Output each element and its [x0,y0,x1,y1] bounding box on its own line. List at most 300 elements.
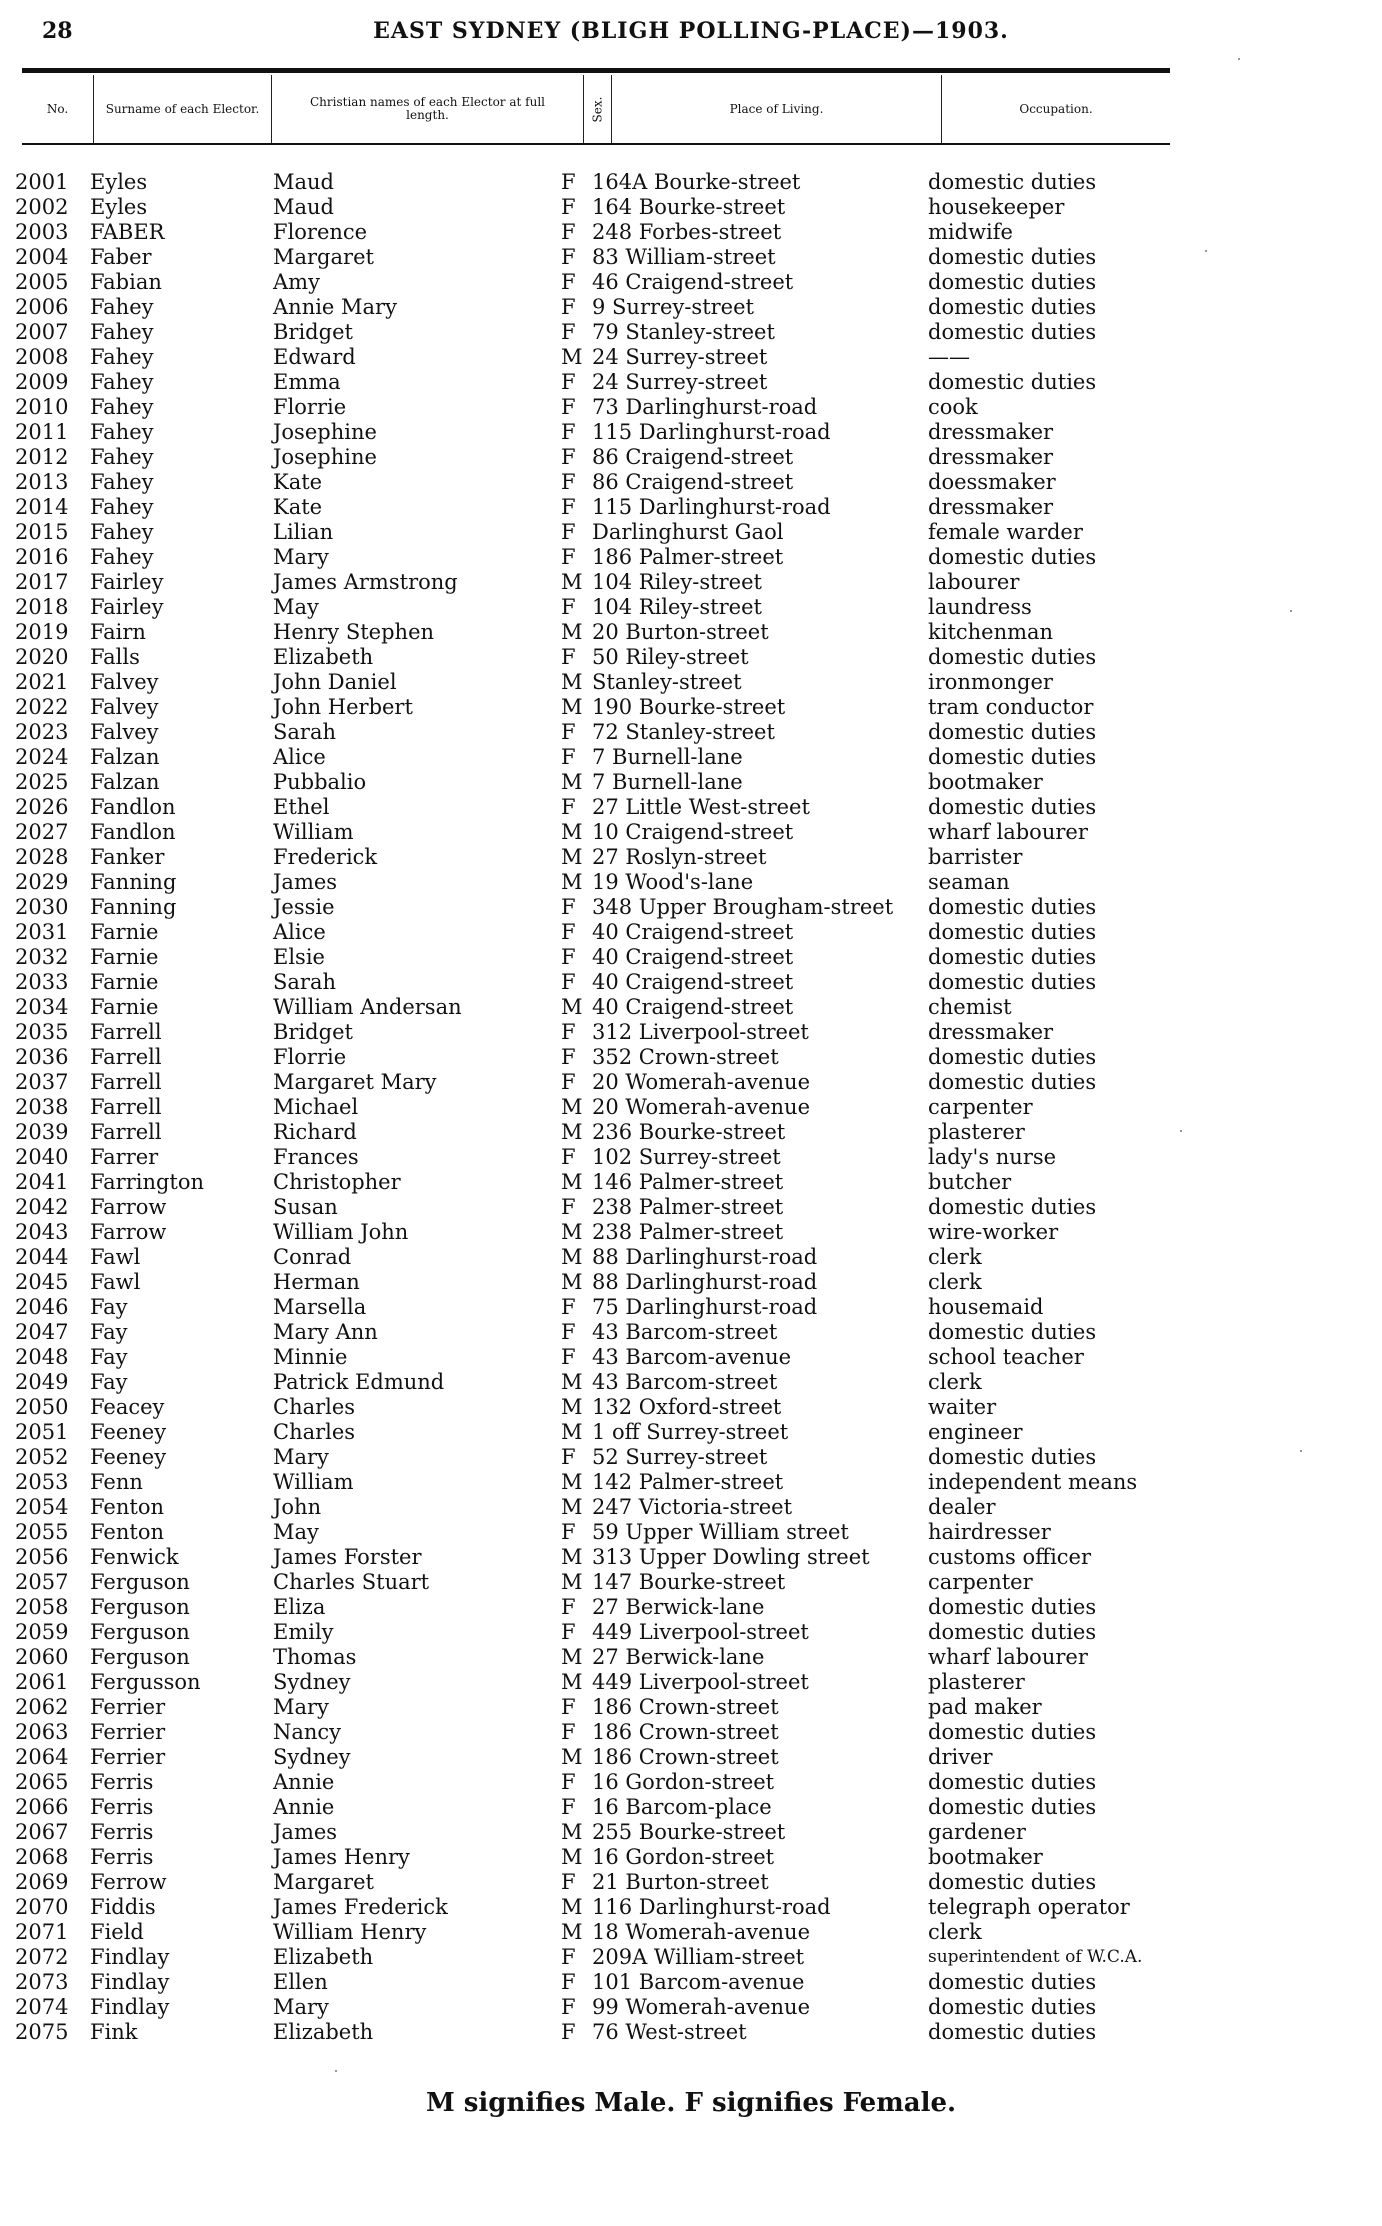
elector-sex: M [561,1120,583,1144]
elector-place-of-living: 16 Barcom-place [592,1795,772,1819]
elector-occupation: domestic duties [928,745,1097,769]
elector-occupation: domestic duties [928,895,1097,919]
elector-christian-names: Mary [273,1445,329,1469]
elector-christian-names: William John [273,1220,409,1244]
elector-row [0,1820,1382,1845]
elector-place-of-living: 21 Burton-street [592,1870,769,1894]
elector-sex: F [561,295,576,319]
elector-place-of-living: 20 Womerah-avenue [592,1095,811,1119]
elector-number: 2017 [15,570,69,594]
elector-number: 2021 [15,670,69,694]
elector-number: 2008 [15,345,69,369]
elector-christian-names: James [273,1820,338,1844]
elector-occupation: domestic duties [928,1045,1097,1069]
elector-number: 2056 [15,1545,69,1569]
elector-surname: Fairley [90,570,164,594]
elector-number: 2031 [15,920,69,944]
elector-place-of-living: 40 Craigend-street [592,970,794,994]
elector-row [0,545,1382,570]
elector-occupation: domestic duties [928,1870,1097,1894]
elector-sex: M [561,995,583,1019]
elector-sex: F [561,395,576,419]
elector-number: 2063 [15,1720,69,1744]
elector-surname: Feeney [90,1420,167,1444]
elector-surname: Fandlon [90,795,176,819]
elector-sex: M [561,1270,583,1294]
elector-christian-names: Charles [273,1395,356,1419]
elector-number: 2075 [15,2020,69,2044]
elector-place-of-living: 43 Barcom-avenue [592,1345,792,1369]
elector-place-of-living: Darlinghurst Gaol [592,520,784,544]
elector-number: 2027 [15,820,69,844]
elector-occupation: barrister [928,845,1023,869]
elector-sex: F [561,1345,576,1369]
elector-place-of-living: 16 Gordon-street [592,1845,775,1869]
elector-row [0,245,1382,270]
elector-number: 2014 [15,495,69,519]
column-header-occupation: Occupation. [1019,101,1093,116]
elector-sex: F [561,1295,576,1319]
elector-surname: Fenton [90,1520,164,1544]
elector-number: 2030 [15,895,69,919]
elector-place-of-living: 40 Craigend-street [592,920,794,944]
elector-place-of-living: 186 Crown-street [592,1720,779,1744]
elector-surname: Fahey [90,295,154,319]
elector-occupation: clerk [928,1370,982,1394]
elector-christian-names: Henry Stephen [273,620,435,644]
elector-christian-names: Patrick Edmund [273,1370,445,1394]
elector-row [0,1520,1382,1545]
elector-christian-names: Margaret Mary [273,1070,437,1094]
elector-christian-names: Sarah [273,970,336,994]
elector-number: 2069 [15,1870,69,1894]
elector-occupation: driver [928,1745,993,1769]
elector-occupation: midwife [928,220,1013,244]
elector-christian-names: Conrad [273,1245,352,1269]
elector-occupation: domestic duties [928,1195,1097,1219]
elector-surname: Eyles [90,195,148,219]
elector-number: 2061 [15,1670,69,1694]
elector-surname: Fahey [90,520,154,544]
elector-surname: Farnie [90,970,159,994]
elector-sex: F [561,795,576,819]
elector-christian-names: Annie [273,1795,335,1819]
elector-surname: Fenton [90,1495,164,1519]
elector-surname: Fay [90,1295,128,1319]
elector-place-of-living: 27 Little West-street [592,795,810,819]
elector-sex: F [561,1020,576,1044]
elector-occupation: wharf labourer [928,820,1088,844]
elector-place-of-living: 86 Craigend-street [592,445,794,469]
elector-number: 2064 [15,1745,69,1769]
elector-row [0,670,1382,695]
elector-sex: M [561,1895,583,1919]
elector-sex: M [561,570,583,594]
elector-surname: Fergusson [90,1670,201,1694]
elector-place-of-living: 104 Riley-street [592,595,762,619]
elector-sex: F [561,270,576,294]
print-speck [1238,58,1240,60]
elector-sex: F [561,195,576,219]
elector-row [0,1695,1382,1720]
elector-row [0,945,1382,970]
elector-number: 2006 [15,295,69,319]
elector-place-of-living: 146 Palmer-street [592,1170,784,1194]
elector-christian-names: Florrie [273,395,347,419]
elector-row [0,995,1382,1020]
elector-christian-names: Mary [273,1695,329,1719]
elector-sex: M [561,620,583,644]
elector-sex: F [561,1145,576,1169]
elector-number: 2055 [15,1520,69,1544]
elector-row [0,1345,1382,1370]
elector-number: 2011 [15,420,69,444]
elector-row [0,1570,1382,1595]
elector-occupation: dressmaker [928,420,1054,444]
elector-row [0,645,1382,670]
elector-christian-names: Kate [273,470,323,494]
column-header-no: No. [22,75,94,143]
elector-number: 2020 [15,645,69,669]
elector-sex: M [561,1570,583,1594]
elector-place-of-living: 59 Upper William street [592,1520,849,1544]
elector-number: 2070 [15,1895,69,1919]
elector-surname: Fabian [90,270,162,294]
elector-row [0,720,1382,745]
elector-number: 2012 [15,445,69,469]
elector-christian-names: Amy [273,270,320,294]
elector-sex: F [561,1195,576,1219]
elector-surname: Fahey [90,395,154,419]
elector-surname: Feeney [90,1445,167,1469]
elector-sex: M [561,1845,583,1869]
elector-number: 2068 [15,1845,69,1869]
elector-christian-names: Bridget [273,1020,353,1044]
elector-occupation: domestic duties [928,370,1097,394]
elector-occupation: waiter [928,1395,997,1419]
elector-christian-names: Maud [273,170,334,194]
elector-place-of-living: 115 Darlinghurst-road [592,420,831,444]
elector-christian-names: Sydney [273,1670,351,1694]
elector-row [0,1670,1382,1695]
elector-surname: Farnie [90,945,159,969]
elector-occupation: hairdresser [928,1520,1051,1544]
elector-christian-names: John [273,1495,322,1519]
elector-place-of-living: 24 Surrey-street [592,370,768,394]
elector-row [0,1945,1382,1970]
elector-row [0,1870,1382,1895]
elector-sex: M [561,1495,583,1519]
elector-occupation: domestic duties [928,170,1097,194]
elector-surname: Fay [90,1320,128,1344]
elector-christian-names: Margaret [273,245,374,269]
elector-place-of-living: 40 Craigend-street [592,995,794,1019]
elector-christian-names: May [273,1520,319,1544]
elector-row [0,1845,1382,1870]
elector-surname: Falvey [90,720,159,744]
elector-place-of-living: 102 Surrey-street [592,1145,781,1169]
elector-sex: M [561,1545,583,1569]
elector-surname: Falvey [90,695,159,719]
elector-christian-names: Marsella [273,1295,367,1319]
elector-place-of-living: 88 Darlinghurst-road [592,1270,818,1294]
elector-place-of-living: 43 Barcom-street [592,1320,778,1344]
elector-place-of-living: 186 Crown-street [592,1695,779,1719]
elector-christian-names: Josephine [273,420,377,444]
elector-occupation: independent means [928,1470,1138,1494]
elector-sex: F [561,220,576,244]
elector-christian-names: James Forster [273,1545,422,1569]
elector-christian-names: Bridget [273,320,353,344]
elector-occupation: kitchenman [928,620,1054,644]
elector-place-of-living: 72 Stanley-street [592,720,775,744]
column-header-christian-names: Christian names of each Elector at full length. [272,75,584,143]
elector-christian-names: James Henry [273,1845,410,1869]
elector-sex: F [561,595,576,619]
elector-christian-names: Elsie [273,945,325,969]
elector-row [0,595,1382,620]
elector-number: 2019 [15,620,69,644]
elector-place-of-living: 46 Craigend-street [592,270,794,294]
elector-number: 2035 [15,1020,69,1044]
elector-number: 2013 [15,470,69,494]
sex-legend-note: M signifies Male. F signifies Female. [425,2088,957,2118]
elector-number: 2057 [15,1570,69,1594]
elector-christian-names: Charles Stuart [273,1570,430,1594]
elector-sex: M [561,1470,583,1494]
elector-row [0,1495,1382,1520]
elector-sex: F [561,1045,576,1069]
elector-occupation: domestic duties [928,920,1097,944]
elector-christian-names: Nancy [273,1720,342,1744]
elector-sex: F [561,645,576,669]
elector-number: 2034 [15,995,69,1019]
elector-christian-names: Edward [273,345,356,369]
elector-row [0,570,1382,595]
elector-sex: M [561,1220,583,1244]
elector-row [0,170,1382,195]
elector-occupation: domestic duties [928,1620,1097,1644]
elector-place-of-living: 7 Burnell-lane [592,770,743,794]
column-header-surname: Surname of each Elector. [94,75,272,143]
print-speck [1290,610,1292,612]
elector-number: 2023 [15,720,69,744]
elector-surname: Falvey [90,670,159,694]
elector-christian-names: Lilian [273,520,334,544]
elector-row [0,1445,1382,1470]
page-header [0,8,1382,50]
elector-surname: Ferris [90,1795,154,1819]
elector-row [0,270,1382,295]
elector-sex: M [561,1095,583,1119]
elector-surname: Fawl [90,1270,141,1294]
print-speck [1300,1450,1302,1452]
elector-sex: M [561,1645,583,1669]
elector-number: 2026 [15,795,69,819]
elector-row [0,1395,1382,1420]
elector-surname: Falls [90,645,140,669]
elector-place-of-living: 20 Womerah-avenue [592,1070,811,1094]
elector-occupation: labourer [928,570,1020,594]
elector-occupation: gardener [928,1820,1026,1844]
elector-christian-names: Frederick [273,845,378,869]
elector-christian-names: William Andersan [273,995,462,1019]
elector-occupation: —— [928,345,970,369]
elector-sex: F [561,2020,576,2044]
column-header-place-of-living: Place of Living. [612,75,942,143]
print-speck [1205,250,1207,252]
elector-row [0,1795,1382,1820]
elector-occupation: domestic duties [928,1795,1097,1819]
elector-surname: Fairn [90,620,146,644]
elector-occupation: domestic duties [928,945,1097,969]
elector-surname: Farrell [90,1045,162,1069]
elector-row [0,1220,1382,1245]
elector-number: 2037 [15,1070,69,1094]
elector-christian-names: Elizabeth [273,1945,374,1969]
elector-occupation: clerk [928,1920,982,1944]
elector-surname: Findlay [90,1970,170,1994]
elector-place-of-living: 18 Womerah-avenue [592,1920,811,1944]
elector-surname: Ferrier [90,1720,166,1744]
elector-occupation: seaman [928,870,1010,894]
elector-occupation: engineer [928,1420,1023,1444]
elector-occupation: domestic duties [928,795,1097,819]
elector-number: 2050 [15,1395,69,1419]
elector-number: 2040 [15,1145,69,1169]
elector-sex: F [561,470,576,494]
elector-occupation: dressmaker [928,1020,1054,1044]
elector-row [0,1995,1382,2020]
print-speck [335,2070,337,2072]
elector-surname: Farnie [90,920,159,944]
elector-number: 2042 [15,1195,69,1219]
elector-christian-names: May [273,595,319,619]
elector-occupation: carpenter [928,1570,1033,1594]
elector-number: 2036 [15,1045,69,1069]
elector-sex: F [561,745,576,769]
elector-sex: M [561,845,583,869]
elector-christian-names: Christopher [273,1170,401,1194]
elector-sex: F [561,1770,576,1794]
elector-surname: Ferguson [90,1645,190,1669]
elector-number: 2041 [15,1170,69,1194]
elector-occupation: domestic duties [928,270,1097,294]
elector-occupation: doessmaker [928,470,1056,494]
elector-surname: Ferguson [90,1620,190,1644]
elector-occupation: superintendent of W.C.A. [928,1947,1143,1967]
elector-row [0,1245,1382,1270]
elector-christian-names: William Henry [273,1920,427,1944]
elector-sex: M [561,345,583,369]
elector-sex: M [561,1245,583,1269]
elector-row [0,1020,1382,1045]
elector-surname: Eyles [90,170,148,194]
elector-occupation: clerk [928,1270,982,1294]
elector-place-of-living: 186 Palmer-street [592,545,784,569]
elector-sex: M [561,1420,583,1444]
elector-surname: Fairley [90,595,164,619]
elector-row [0,1620,1382,1645]
elector-christian-names: Florence [273,220,368,244]
elector-surname: Fahey [90,420,154,444]
elector-surname: Falzan [90,745,160,769]
elector-place-of-living: 19 Wood's-lane [592,870,754,894]
elector-sex: M [561,695,583,719]
elector-sex: M [561,1745,583,1769]
elector-place-of-living: 101 Barcom-avenue [592,1970,805,1994]
elector-place-of-living: 186 Crown-street [592,1745,779,1769]
elector-occupation: telegraph operator [928,1895,1130,1919]
elector-place-of-living: 27 Roslyn-street [592,845,767,869]
elector-sex: M [561,820,583,844]
elector-occupation: butcher [928,1170,1012,1194]
elector-surname: Fahey [90,445,154,469]
elector-occupation: domestic duties [928,295,1097,319]
elector-sex: F [561,1720,576,1744]
elector-surname: Fahey [90,320,154,344]
elector-number: 2047 [15,1320,69,1344]
elector-number: 2045 [15,1270,69,1294]
elector-sex: M [561,1920,583,1944]
elector-sex: F [561,520,576,544]
elector-place-of-living: 190 Bourke-street [592,695,786,719]
elector-surname: Fanning [90,870,177,894]
elector-christian-names: Kate [273,495,323,519]
elector-occupation: carpenter [928,1095,1033,1119]
elector-christian-names: Mary [273,1995,329,2019]
elector-number: 2059 [15,1620,69,1644]
elector-occupation: pad maker [928,1695,1042,1719]
elector-surname: Farrer [90,1145,159,1169]
elector-number: 2044 [15,1245,69,1269]
elector-number: 2018 [15,595,69,619]
elector-sex: F [561,720,576,744]
elector-occupation: domestic duties [928,720,1097,744]
elector-christian-names: Ellen [273,1970,328,1994]
elector-place-of-living: 52 Surrey-street [592,1445,768,1469]
elector-place-of-living: 1 off Surrey-street [592,1420,789,1444]
elector-surname: Ferris [90,1845,154,1869]
elector-christian-names: Emma [273,370,341,394]
elector-number: 2004 [15,245,69,269]
elector-christian-names: Florrie [273,1045,347,1069]
elector-number: 2005 [15,270,69,294]
elector-occupation: bootmaker [928,770,1043,794]
elector-place-of-living: 255 Bourke-street [592,1820,786,1844]
elector-sex: F [561,170,576,194]
elector-christian-names: Herman [273,1270,360,1294]
elector-sex: M [561,1170,583,1194]
page-number: 28 [42,18,73,44]
elector-number: 2072 [15,1945,69,1969]
elector-christian-names: Alice [273,920,326,944]
elector-place-of-living: 79 Stanley-street [592,320,775,344]
elector-place-of-living: 88 Darlinghurst-road [592,1245,818,1269]
elector-surname: Farrell [90,1070,162,1094]
elector-christian-names: Sydney [273,1745,351,1769]
elector-sex: F [561,245,576,269]
elector-surname: Fanker [90,845,165,869]
elector-row [0,195,1382,220]
elector-occupation: lady's nurse [928,1145,1057,1169]
elector-surname: Ferrier [90,1745,166,1769]
elector-occupation: wire-worker [928,1220,1059,1244]
elector-surname: FABER [90,220,165,244]
elector-number: 2054 [15,1495,69,1519]
elector-row [0,420,1382,445]
elector-row [0,1895,1382,1920]
